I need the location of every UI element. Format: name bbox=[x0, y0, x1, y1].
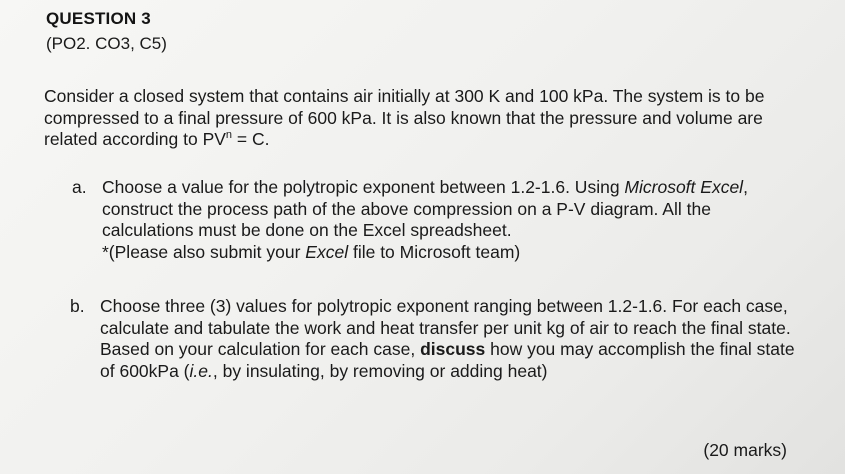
part-a-instruction bbox=[102, 177, 802, 242]
part-b-ie: i.e. bbox=[189, 360, 213, 381]
question-title: QUESTION 3 bbox=[46, 9, 151, 28]
part-a-note-software: Excel bbox=[305, 241, 349, 262]
part-a-text-2: , construct the process path of the above compression on a P-V diagram. All the calculations must be done on the Excel spreadsheet. bbox=[102, 177, 748, 240]
part-a-marker: a. bbox=[72, 177, 87, 197]
outcome-codes: (PO2. CO3, C5) bbox=[46, 34, 167, 53]
intro-exponent: n bbox=[225, 129, 233, 142]
part-a-note bbox=[102, 242, 802, 264]
problem-statement bbox=[44, 86, 814, 151]
intro-text: Consider a closed system that contains air initially at 300 K and 100 kPa. The system is to be compressed to a final pressure of 600 kPa. It is also known that the pressure and volume are related according to PV bbox=[44, 86, 765, 149]
part-a-note-2: file to Microsoft team) bbox=[348, 241, 521, 262]
part-b-body bbox=[100, 296, 805, 382]
part-a-note-1: *(Please also submit your bbox=[102, 241, 306, 262]
part-b-marker: b. bbox=[70, 296, 85, 316]
intro-text-end: = C. bbox=[232, 129, 270, 149]
marks-label: (20 marks) bbox=[703, 440, 787, 460]
part-a-software-name: Microsoft Excel bbox=[624, 177, 744, 197]
part-a-body bbox=[102, 177, 802, 263]
part-b-text-3: , by insulating, by removing or adding heat) bbox=[212, 360, 548, 381]
part-b-text-2: how you may accomplish the final state of 600kPa ( bbox=[100, 339, 795, 381]
part-b-text-1: Choose three (3) values for polytropic exponent ranging between 1.2-1.6. For each case, calculate and tabulate the work and heat transfer per unit kg of air to reach the final state. Based on your calculation for each case, bbox=[100, 296, 791, 359]
part-b-emphasis: discuss bbox=[420, 339, 486, 359]
part-a-text-1: Choose a value for the polytropic exponent between 1.2-1.6. Using bbox=[102, 177, 625, 197]
